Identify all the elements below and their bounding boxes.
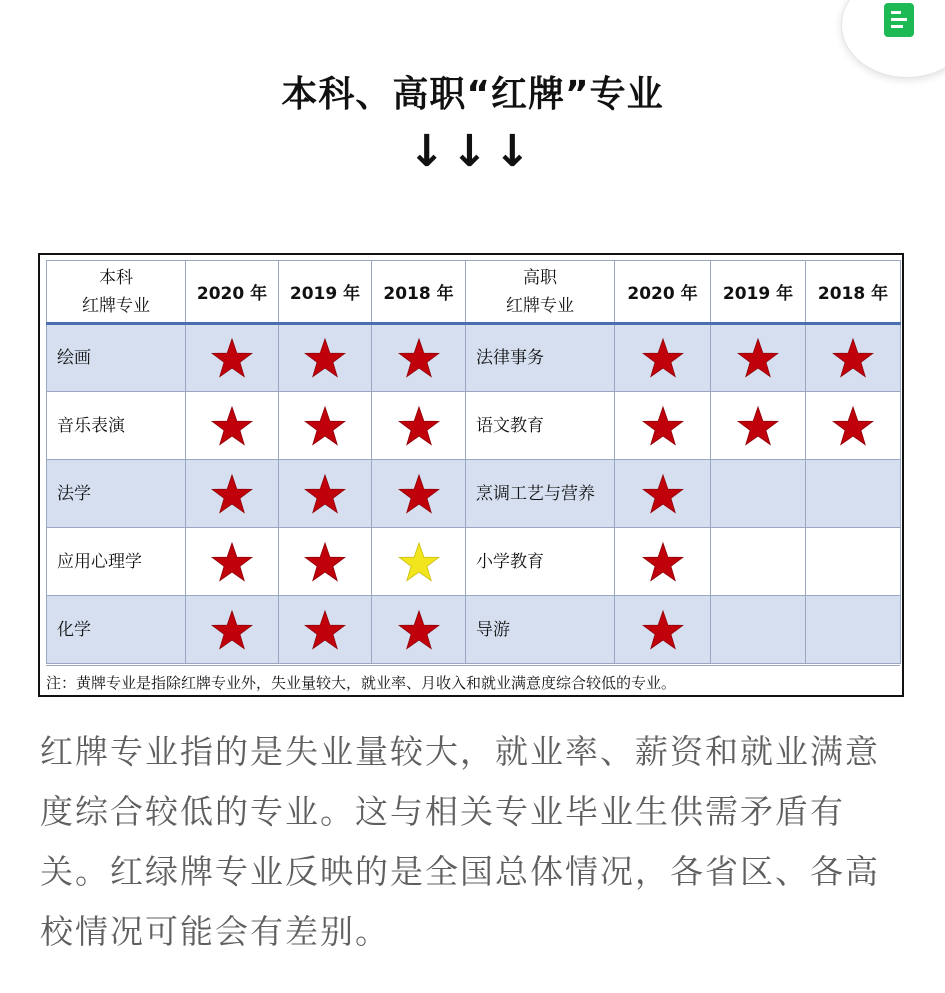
red-star-icon <box>642 541 684 583</box>
vocational-major: 语文教育 <box>466 392 615 460</box>
red-card-table <box>46 260 901 664</box>
vocational-header: 高职 红牌专业 <box>466 261 615 324</box>
vocational-major: 法律事务 <box>466 324 615 392</box>
table-header-row <box>47 261 901 324</box>
yellow-star-icon <box>398 541 440 583</box>
table-row <box>47 460 901 528</box>
red-star-icon <box>737 405 779 447</box>
undergrad-major: 绘画 <box>47 324 186 392</box>
year-header: 2018 年 <box>372 261 466 324</box>
mark-cell <box>372 528 466 596</box>
mark-cell <box>806 528 901 596</box>
red-star-icon <box>211 541 253 583</box>
mark-cell <box>615 460 711 528</box>
mark-cell <box>372 460 466 528</box>
undergrad-major: 音乐表演 <box>47 392 186 460</box>
mark-cell <box>186 596 279 664</box>
red-star-icon <box>304 609 346 651</box>
red-star-icon <box>211 609 253 651</box>
mark-cell <box>186 324 279 392</box>
mark-cell <box>711 460 806 528</box>
red-star-icon <box>398 337 440 379</box>
mark-cell <box>615 324 711 392</box>
undergrad-major: 法学 <box>47 460 186 528</box>
mark-cell <box>372 392 466 460</box>
year-header: 2020 年 <box>615 261 711 324</box>
mark-cell <box>186 528 279 596</box>
red-star-icon <box>642 609 684 651</box>
year-header: 2019 年 <box>279 261 372 324</box>
red-star-icon <box>398 405 440 447</box>
red-star-icon <box>737 337 779 379</box>
mark-cell <box>711 392 806 460</box>
red-star-icon <box>304 541 346 583</box>
table-row <box>47 528 901 596</box>
mark-cell <box>806 460 901 528</box>
red-star-icon <box>642 337 684 379</box>
page-title: 本科、高职“红牌”专业 <box>281 74 664 115</box>
mark-cell <box>711 596 806 664</box>
red-star-icon <box>832 337 874 379</box>
mark-cell <box>279 460 372 528</box>
vocational-major: 小学教育 <box>466 528 615 596</box>
mark-cell <box>279 596 372 664</box>
mark-cell <box>711 528 806 596</box>
table-note: 注：黄牌专业是指除红牌专业外，失业量较大，就业率、月收入和就业满意度综合较低的专业。 <box>46 665 900 693</box>
vocational-major: 导游 <box>466 596 615 664</box>
red-star-icon <box>398 473 440 515</box>
year-header: 2019 年 <box>711 261 806 324</box>
undergrad-major: 化学 <box>47 596 186 664</box>
table-row <box>47 392 901 460</box>
red-star-icon <box>211 405 253 447</box>
mark-cell <box>615 596 711 664</box>
red-star-icon <box>832 405 874 447</box>
table-row <box>47 596 901 664</box>
mark-cell <box>806 392 901 460</box>
mark-cell <box>711 324 806 392</box>
mark-cell <box>186 460 279 528</box>
major-table-image <box>38 253 904 697</box>
mark-cell <box>279 392 372 460</box>
body-paragraph: 红牌专业指的是失业量较大，就业率、薪资和就业满意度综合较低的专业。这与相关专业毕业生供需矛盾有关。红绿牌专业反映的是全国总体情况，各省区、各高校情况可能会有差别。 <box>40 732 880 951</box>
red-star-icon <box>398 609 440 651</box>
mark-cell <box>615 528 711 596</box>
vocational-major: 烹调工艺与营养 <box>466 460 615 528</box>
red-star-icon <box>304 473 346 515</box>
mark-cell <box>615 392 711 460</box>
red-star-icon <box>211 473 253 515</box>
mark-cell <box>372 596 466 664</box>
document-icon <box>884 3 914 37</box>
undergrad-major: 应用心理学 <box>47 528 186 596</box>
year-header: 2018 年 <box>806 261 901 324</box>
mark-cell <box>806 324 901 392</box>
mark-cell <box>279 528 372 596</box>
mark-cell <box>279 324 372 392</box>
mark-cell <box>806 596 901 664</box>
red-star-icon <box>304 337 346 379</box>
red-star-icon <box>211 337 253 379</box>
red-star-icon <box>304 405 346 447</box>
red-star-icon <box>642 473 684 515</box>
undergrad-header: 本科 红牌专业 <box>47 261 186 324</box>
year-header: 2020 年 <box>186 261 279 324</box>
mark-cell <box>186 392 279 460</box>
down-arrows-icon: ↓↓↓ <box>408 126 537 177</box>
red-star-icon <box>642 405 684 447</box>
mark-cell <box>372 324 466 392</box>
table-row <box>47 324 901 392</box>
